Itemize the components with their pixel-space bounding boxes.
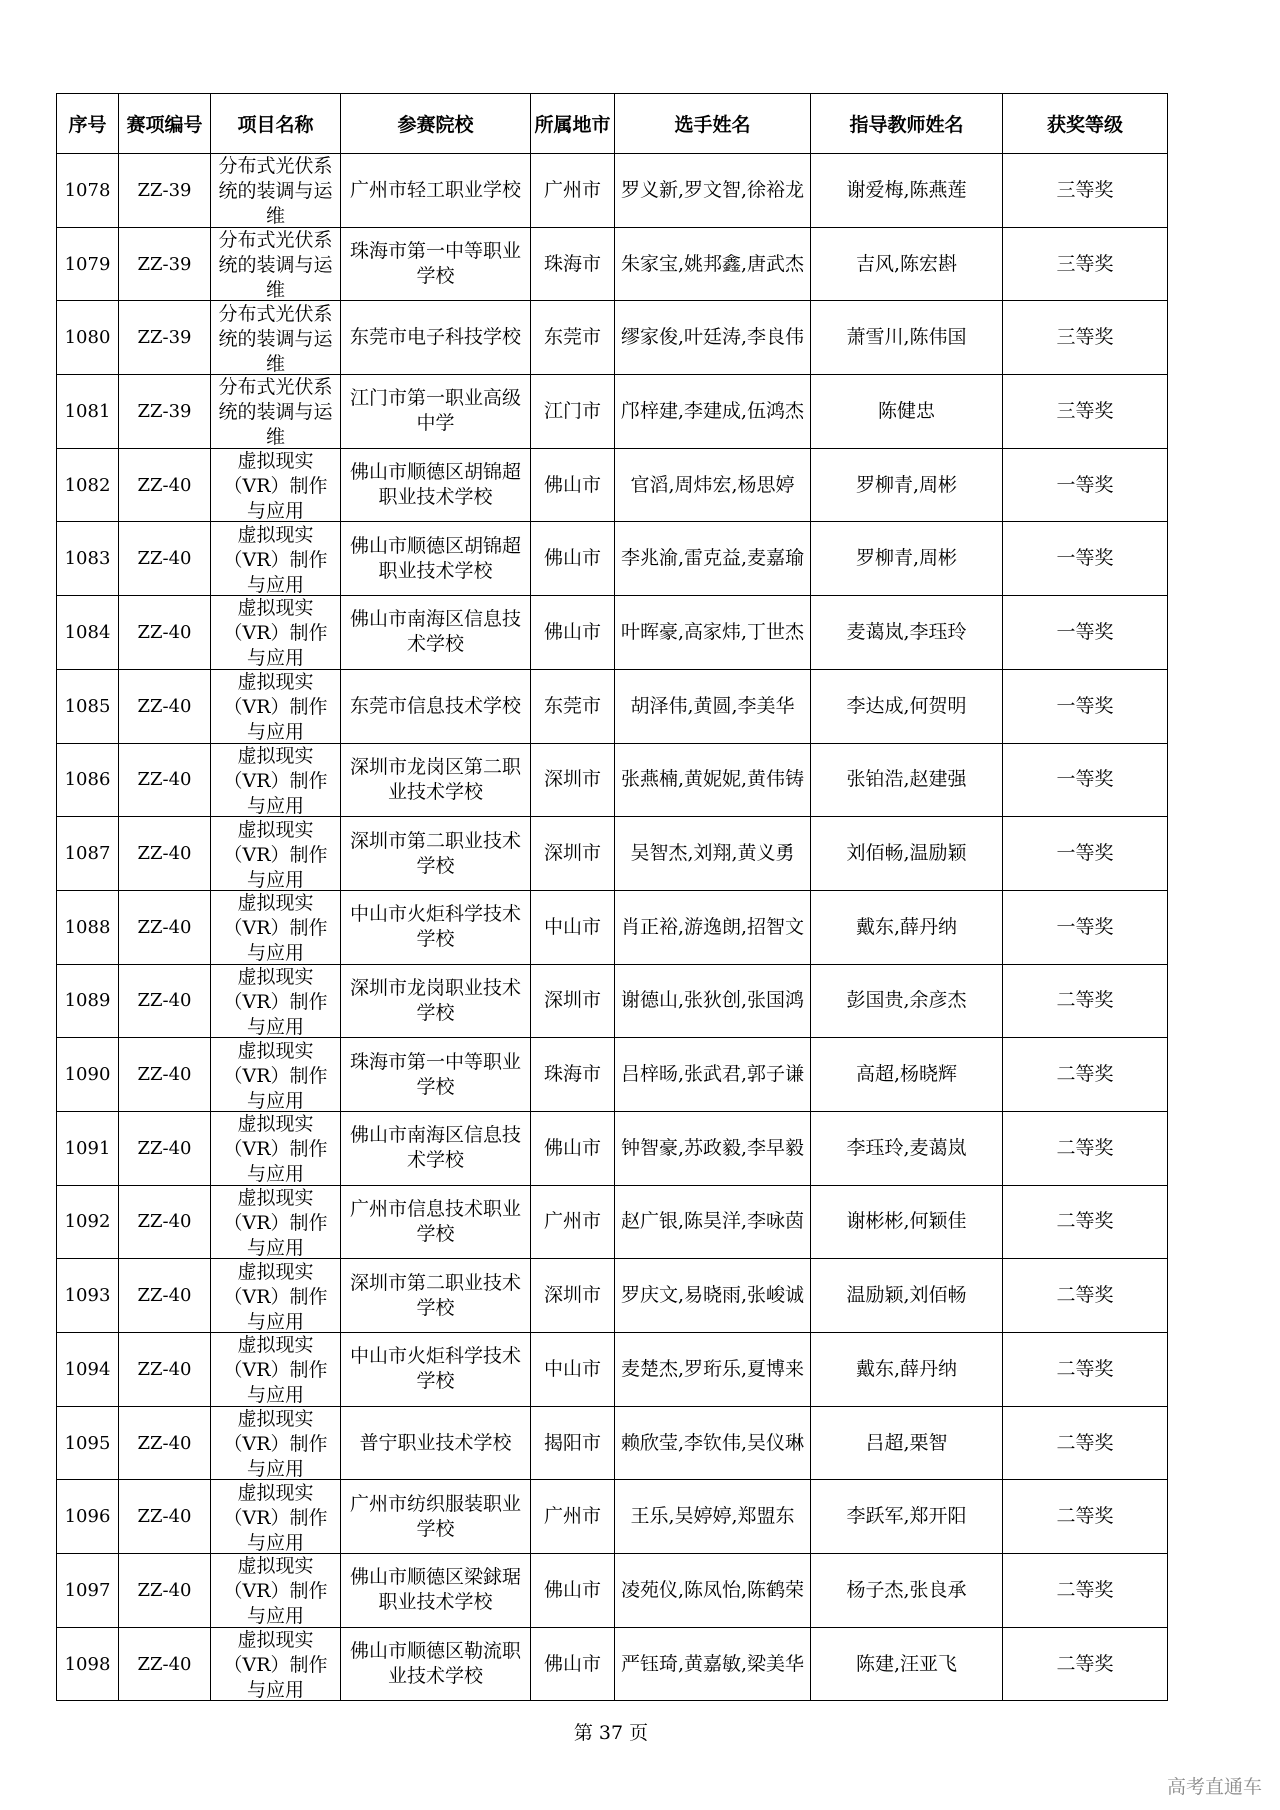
cell-project <box>211 1627 341 1701</box>
cell-students-text: 张燕楠,黄妮妮,黄伟铸 <box>620 768 805 791</box>
cell-project <box>211 448 341 522</box>
cell-teachers: 温励颖,刘佰畅 <box>811 1259 1003 1333</box>
cell-school <box>341 1627 531 1701</box>
cell-code: ZZ-40 <box>119 743 211 817</box>
cell-num: 1088 <box>57 890 119 964</box>
cell-students-text: 麦楚杰,罗珩乐,夏博来 <box>620 1357 805 1380</box>
cell-school-text: 广州市纺织服装职业学校 <box>349 1492 521 1540</box>
cell-teachers: 谢爱梅,陈燕莲 <box>811 154 1003 228</box>
cell-school-text: 佛山市顺德区胡锦超职业技术学校 <box>349 461 521 509</box>
cell-students-text: 罗庆文,易晓雨,张峻诚 <box>620 1284 805 1307</box>
cell-school-text: 佛山市顺德区梁銶琚职业技术学校 <box>349 1566 521 1614</box>
cell-award: 二等奖 <box>1003 1480 1168 1554</box>
cell-code: ZZ-40 <box>119 890 211 964</box>
table-row <box>57 964 1168 1038</box>
cell-school <box>341 448 531 522</box>
cell-code: ZZ-40 <box>119 448 211 522</box>
cell-students-text: 王乐,吴婷婷,郑盟东 <box>630 1505 795 1528</box>
cell-city: 揭阳市 <box>531 1406 615 1480</box>
cell-city: 佛山市 <box>531 596 615 670</box>
cell-code: ZZ-40 <box>119 596 211 670</box>
cell-city: 珠海市 <box>531 1038 615 1112</box>
table-row <box>57 1038 1168 1112</box>
watermark: 高考直通车 <box>1166 1776 1262 1798</box>
cell-school-text: 深圳市龙岗职业技术学校 <box>349 976 521 1024</box>
cell-students-text: 吕梓旸,张武君,郭子谦 <box>620 1063 805 1086</box>
cell-project <box>211 1554 341 1628</box>
table-row <box>57 1554 1168 1628</box>
cell-school-text: 珠海市第一中等职业学校 <box>349 1050 521 1098</box>
cell-teachers: 刘佰畅,温励颖 <box>811 817 1003 891</box>
cell-city: 广州市 <box>531 154 615 228</box>
cell-num: 1083 <box>57 522 119 596</box>
cell-code: ZZ-40 <box>119 1406 211 1480</box>
cell-teachers: 罗柳青,周彬 <box>811 522 1003 596</box>
cell-school-text: 珠海市第一中等职业学校 <box>349 240 521 288</box>
cell-school <box>341 890 531 964</box>
cell-project <box>211 1333 341 1407</box>
cell-students <box>615 817 811 891</box>
cell-award: 二等奖 <box>1003 1111 1168 1185</box>
cell-school <box>341 817 531 891</box>
cell-school-text: 佛山市南海区信息技术学校 <box>349 608 521 656</box>
cell-school <box>341 1480 531 1554</box>
cell-award: 一等奖 <box>1003 743 1168 817</box>
cell-city: 东莞市 <box>531 301 615 375</box>
cell-project-text: 虚拟现实（VR）制作与应用 <box>223 1481 328 1553</box>
cell-project-text: 虚拟现实（VR）制作与应用 <box>223 1408 328 1480</box>
cell-school-text: 深圳市第二职业技术学校 <box>349 829 521 877</box>
cell-award: 三等奖 <box>1003 301 1168 375</box>
cell-school <box>341 227 531 301</box>
cell-project-text: 分布式光伏系统的装调与运维 <box>218 155 333 227</box>
cell-award: 二等奖 <box>1003 1554 1168 1628</box>
cell-project-text: 虚拟现实（VR）制作与应用 <box>223 1629 328 1701</box>
cell-city: 中山市 <box>531 890 615 964</box>
cell-city: 东莞市 <box>531 669 615 743</box>
cell-award: 一等奖 <box>1003 448 1168 522</box>
cell-school <box>341 1406 531 1480</box>
cell-students <box>615 301 811 375</box>
cell-students-text: 罗义新,罗文智,徐裕龙 <box>620 178 805 201</box>
cell-project-text: 虚拟现实（VR）制作与应用 <box>223 744 328 816</box>
cell-num: 1096 <box>57 1480 119 1554</box>
table-row <box>57 596 1168 670</box>
cell-project <box>211 301 341 375</box>
table-row <box>57 1333 1168 1407</box>
header-school: 参赛院校 <box>341 94 531 154</box>
cell-project-text: 虚拟现实（VR）制作与应用 <box>223 965 328 1037</box>
cell-students <box>615 227 811 301</box>
table-row <box>57 1627 1168 1701</box>
cell-students-text: 钟智豪,苏政毅,李早毅 <box>620 1136 805 1159</box>
cell-project-text: 虚拟现实（VR）制作与应用 <box>223 671 328 743</box>
table-row <box>57 817 1168 891</box>
cell-city: 深圳市 <box>531 817 615 891</box>
cell-award: 二等奖 <box>1003 1406 1168 1480</box>
cell-students-text: 缪家俊,叶廷涛,李良伟 <box>620 326 805 349</box>
cell-award: 一等奖 <box>1003 596 1168 670</box>
cell-project-text: 虚拟现实（VR）制作与应用 <box>223 450 328 522</box>
cell-award: 一等奖 <box>1003 522 1168 596</box>
cell-code: ZZ-40 <box>119 817 211 891</box>
cell-city: 佛山市 <box>531 522 615 596</box>
cell-num: 1080 <box>57 301 119 375</box>
cell-students <box>615 448 811 522</box>
cell-school <box>341 154 531 228</box>
cell-num: 1078 <box>57 154 119 228</box>
cell-num: 1090 <box>57 1038 119 1112</box>
cell-students-text: 李兆渝,雷克益,麦嘉瑜 <box>620 547 805 570</box>
cell-award: 二等奖 <box>1003 1627 1168 1701</box>
cell-students <box>615 1480 811 1554</box>
header-students: 选手姓名 <box>615 94 811 154</box>
cell-project <box>211 817 341 891</box>
cell-code: ZZ-40 <box>119 1038 211 1112</box>
cell-teachers: 谢彬彬,何颖佳 <box>811 1185 1003 1259</box>
cell-students-text: 肖正裕,游逸朗,招智文 <box>620 915 805 938</box>
cell-students <box>615 1406 811 1480</box>
table-row <box>57 375 1168 449</box>
cell-school <box>341 1038 531 1112</box>
cell-city: 佛山市 <box>531 1554 615 1628</box>
cell-students-text: 凌苑仪,陈凤怡,陈鹤荣 <box>620 1578 805 1601</box>
cell-school-text: 佛山市南海区信息技术学校 <box>349 1124 521 1172</box>
cell-num: 1086 <box>57 743 119 817</box>
cell-city: 佛山市 <box>531 448 615 522</box>
cell-award: 一等奖 <box>1003 669 1168 743</box>
cell-num: 1085 <box>57 669 119 743</box>
cell-city: 珠海市 <box>531 227 615 301</box>
cell-teachers: 李跃军,郑开阳 <box>811 1480 1003 1554</box>
cell-students-text: 官滔,周炜宏,杨思婷 <box>630 473 795 496</box>
cell-school-text: 东莞市电子科技学校 <box>349 326 521 349</box>
cell-school-text: 江门市第一职业高级中学 <box>349 387 521 435</box>
cell-teachers: 罗柳青,周彬 <box>811 448 1003 522</box>
cell-num: 1084 <box>57 596 119 670</box>
cell-code: ZZ-39 <box>119 301 211 375</box>
cell-project <box>211 227 341 301</box>
cell-project <box>211 890 341 964</box>
cell-teachers: 杨子杰,张良承 <box>811 1554 1003 1628</box>
cell-students-text: 朱家宝,姚邦鑫,唐武杰 <box>620 252 805 275</box>
cell-school-text: 佛山市顺德区胡锦超职业技术学校 <box>349 534 521 582</box>
cell-city: 广州市 <box>531 1480 615 1554</box>
cell-project-text: 虚拟现实（VR）制作与应用 <box>223 597 328 669</box>
cell-students-text: 谢德山,张狄创,张国鸿 <box>620 989 805 1012</box>
cell-num: 1097 <box>57 1554 119 1628</box>
table-row <box>57 448 1168 522</box>
cell-num: 1092 <box>57 1185 119 1259</box>
cell-num: 1095 <box>57 1406 119 1480</box>
cell-students <box>615 1038 811 1112</box>
header-project: 项目名称 <box>211 94 341 154</box>
cell-teachers: 吕超,栗智 <box>811 1406 1003 1480</box>
cell-code: ZZ-40 <box>119 669 211 743</box>
cell-code: ZZ-40 <box>119 1259 211 1333</box>
cell-teachers: 李达成,何贺明 <box>811 669 1003 743</box>
cell-city: 江门市 <box>531 375 615 449</box>
header-code: 赛项编号 <box>119 94 211 154</box>
cell-school-text: 东莞市信息技术学校 <box>349 694 521 717</box>
cell-project <box>211 375 341 449</box>
cell-school-text: 中山市火炬科学技术学校 <box>349 1345 521 1393</box>
header-row <box>57 94 1168 154</box>
cell-project-text: 虚拟现实（VR）制作与应用 <box>223 523 328 595</box>
cell-school-text: 普宁职业技术学校 <box>359 1431 512 1454</box>
cell-project-text: 虚拟现实（VR）制作与应用 <box>223 1260 328 1332</box>
cell-students <box>615 1333 811 1407</box>
table-row <box>57 301 1168 375</box>
table-row <box>57 1480 1168 1554</box>
table-row <box>57 1111 1168 1185</box>
cell-award: 二等奖 <box>1003 1333 1168 1407</box>
cell-award: 二等奖 <box>1003 1038 1168 1112</box>
cell-city: 中山市 <box>531 1333 615 1407</box>
cell-num: 1081 <box>57 375 119 449</box>
cell-students <box>615 1627 811 1701</box>
header-teachers: 指导教师姓名 <box>811 94 1003 154</box>
cell-teachers: 张铂浩,赵建强 <box>811 743 1003 817</box>
header-num: 序号 <box>57 94 119 154</box>
cell-students <box>615 1554 811 1628</box>
cell-code: ZZ-40 <box>119 1185 211 1259</box>
cell-num: 1079 <box>57 227 119 301</box>
cell-city: 广州市 <box>531 1185 615 1259</box>
cell-project <box>211 1259 341 1333</box>
cell-students <box>615 154 811 228</box>
cell-project <box>211 669 341 743</box>
cell-city: 佛山市 <box>531 1627 615 1701</box>
cell-award: 二等奖 <box>1003 964 1168 1038</box>
cell-project <box>211 1038 341 1112</box>
cell-school-text: 中山市火炬科学技术学校 <box>349 903 521 951</box>
cell-award: 二等奖 <box>1003 1185 1168 1259</box>
table-row <box>57 1259 1168 1333</box>
header-award: 获奖等级 <box>1003 94 1168 154</box>
cell-code: ZZ-39 <box>119 375 211 449</box>
cell-code: ZZ-40 <box>119 964 211 1038</box>
cell-city: 深圳市 <box>531 964 615 1038</box>
cell-project-text: 虚拟现实（VR）制作与应用 <box>223 1039 328 1111</box>
cell-teachers: 麦蔼岚,李珏玲 <box>811 596 1003 670</box>
cell-students-text: 吴智杰,刘翔,黄义勇 <box>630 842 795 865</box>
cell-students <box>615 743 811 817</box>
cell-project <box>211 1480 341 1554</box>
cell-students <box>615 375 811 449</box>
cell-students-text: 叶晖豪,高家炜,丁世杰 <box>620 620 805 643</box>
cell-students-text: 赖欣莹,李钦伟,吴仪琳 <box>620 1431 805 1454</box>
cell-project <box>211 1406 341 1480</box>
cell-school <box>341 596 531 670</box>
cell-project-text: 虚拟现实（VR）制作与应用 <box>223 1334 328 1406</box>
cell-code: ZZ-40 <box>119 1480 211 1554</box>
cell-students-text: 邝梓建,李建成,伍鸿杰 <box>620 399 805 422</box>
cell-school-text: 深圳市龙岗区第二职业技术学校 <box>349 755 521 803</box>
table-row <box>57 669 1168 743</box>
cell-school <box>341 375 531 449</box>
cell-school <box>341 669 531 743</box>
cell-project <box>211 743 341 817</box>
cell-project-text: 分布式光伏系统的装调与运维 <box>218 376 333 448</box>
cell-award: 一等奖 <box>1003 817 1168 891</box>
cell-project-text: 虚拟现实（VR）制作与应用 <box>223 1555 328 1627</box>
cell-teachers: 萧雪川,陈伟国 <box>811 301 1003 375</box>
cell-num: 1082 <box>57 448 119 522</box>
cell-project <box>211 1111 341 1185</box>
cell-students-text: 胡泽伟,黄圆,李美华 <box>630 694 795 717</box>
cell-students <box>615 522 811 596</box>
cell-project-text: 虚拟现实（VR）制作与应用 <box>223 1113 328 1185</box>
cell-award: 二等奖 <box>1003 1259 1168 1333</box>
cell-code: ZZ-40 <box>119 1333 211 1407</box>
cell-school-text: 广州市轻工职业学校 <box>349 178 521 201</box>
cell-teachers: 高超,杨晓辉 <box>811 1038 1003 1112</box>
cell-award: 一等奖 <box>1003 890 1168 964</box>
table-row <box>57 227 1168 301</box>
cell-award: 三等奖 <box>1003 154 1168 228</box>
cell-school <box>341 743 531 817</box>
table-row <box>57 154 1168 228</box>
table-row <box>57 522 1168 596</box>
cell-code: ZZ-40 <box>119 1111 211 1185</box>
cell-teachers: 戴东,薛丹纳 <box>811 1333 1003 1407</box>
cell-code: ZZ-39 <box>119 154 211 228</box>
cell-code: ZZ-39 <box>119 227 211 301</box>
cell-teachers: 陈健忠 <box>811 375 1003 449</box>
cell-students <box>615 890 811 964</box>
cell-school <box>341 1554 531 1628</box>
cell-num: 1093 <box>57 1259 119 1333</box>
cell-school-text: 深圳市第二职业技术学校 <box>349 1271 521 1319</box>
table-row <box>57 1406 1168 1480</box>
cell-school <box>341 1185 531 1259</box>
cell-project <box>211 596 341 670</box>
cell-students-text: 赵广银,陈昊洋,李咏茵 <box>620 1210 805 1233</box>
cell-students <box>615 1111 811 1185</box>
cell-school <box>341 1259 531 1333</box>
cell-city: 深圳市 <box>531 743 615 817</box>
cell-award: 三等奖 <box>1003 375 1168 449</box>
cell-project <box>211 522 341 596</box>
award-table <box>56 93 1168 1701</box>
cell-teachers: 戴东,薛丹纳 <box>811 890 1003 964</box>
cell-code: ZZ-40 <box>119 522 211 596</box>
cell-project-text: 虚拟现实（VR）制作与应用 <box>223 1186 328 1258</box>
cell-teachers: 吉风,陈宏斟 <box>811 227 1003 301</box>
cell-project <box>211 154 341 228</box>
table-row <box>57 890 1168 964</box>
table-row <box>57 743 1168 817</box>
table-body <box>57 154 1168 1701</box>
cell-city: 佛山市 <box>531 1111 615 1185</box>
cell-students <box>615 1259 811 1333</box>
cell-school <box>341 301 531 375</box>
cell-students <box>615 669 811 743</box>
cell-num: 1087 <box>57 817 119 891</box>
cell-num: 1094 <box>57 1333 119 1407</box>
cell-students <box>615 1185 811 1259</box>
cell-students <box>615 964 811 1038</box>
cell-teachers: 彭国贵,余彦杰 <box>811 964 1003 1038</box>
cell-teachers: 李珏玲,麦蔼岚 <box>811 1111 1003 1185</box>
cell-project <box>211 1185 341 1259</box>
cell-school-text: 广州市信息技术职业学校 <box>349 1197 521 1245</box>
cell-project-text: 分布式光伏系统的装调与运维 <box>218 229 333 301</box>
cell-school <box>341 1333 531 1407</box>
cell-project-text: 分布式光伏系统的装调与运维 <box>218 302 333 374</box>
cell-project-text: 虚拟现实（VR）制作与应用 <box>223 818 328 890</box>
table-row <box>57 1185 1168 1259</box>
cell-school <box>341 964 531 1038</box>
cell-school <box>341 522 531 596</box>
cell-school <box>341 1111 531 1185</box>
cell-city: 深圳市 <box>531 1259 615 1333</box>
cell-students-text: 严钰琦,黄嘉敏,梁美华 <box>620 1652 805 1675</box>
cell-students <box>615 596 811 670</box>
cell-num: 1089 <box>57 964 119 1038</box>
cell-school-text: 佛山市顺德区勒流职业技术学校 <box>349 1640 521 1688</box>
cell-teachers: 陈建,汪亚飞 <box>811 1627 1003 1701</box>
header-city: 所属地市 <box>531 94 615 154</box>
cell-project <box>211 964 341 1038</box>
cell-project-text: 虚拟现实（VR）制作与应用 <box>223 892 328 964</box>
cell-num: 1091 <box>57 1111 119 1185</box>
cell-code: ZZ-40 <box>119 1627 211 1701</box>
cell-award: 三等奖 <box>1003 227 1168 301</box>
cell-code: ZZ-40 <box>119 1554 211 1628</box>
page-number: 第 37 页 <box>573 1722 649 1744</box>
cell-num: 1098 <box>57 1627 119 1701</box>
